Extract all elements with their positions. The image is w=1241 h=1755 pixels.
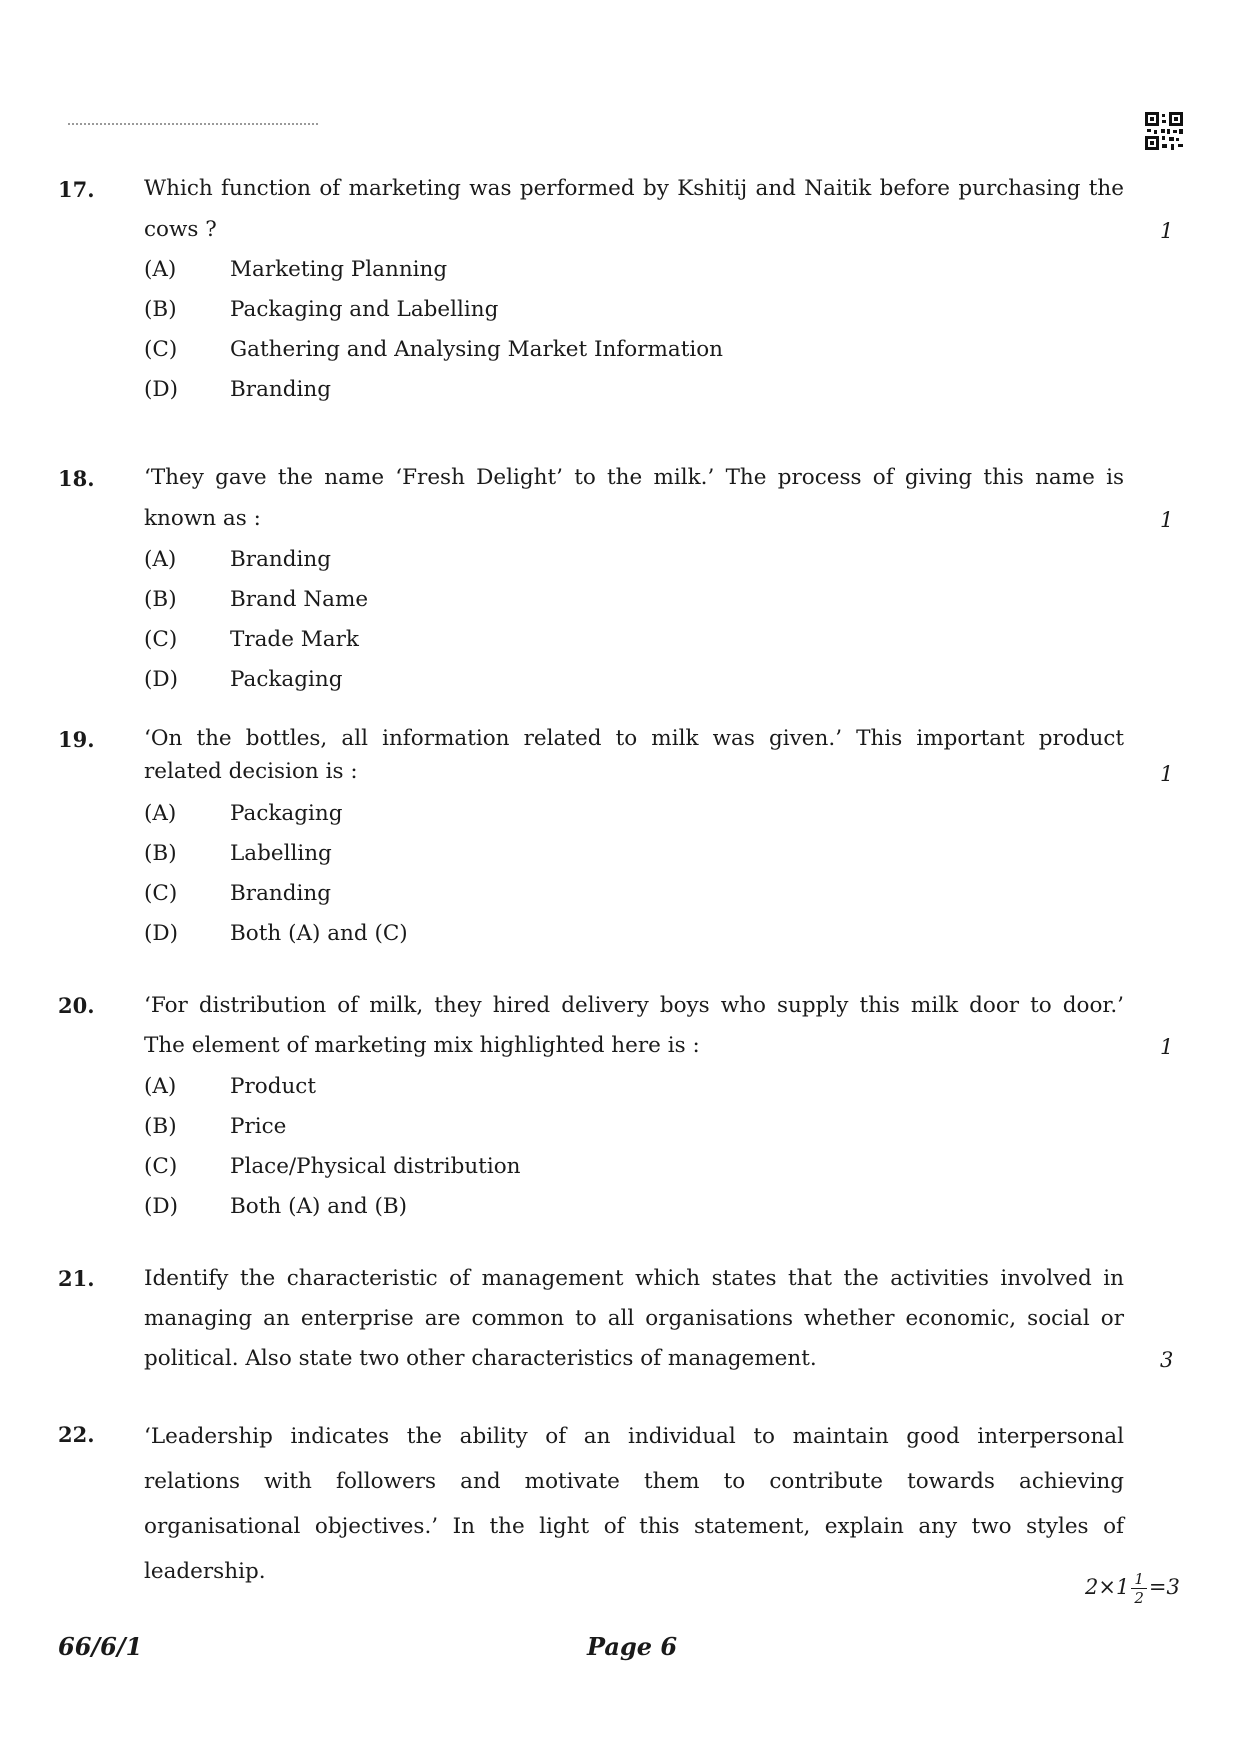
marks-prefix: 2×1: [1085, 1575, 1130, 1599]
question-18-marks: 1: [1160, 508, 1174, 532]
option: [144, 1114, 286, 1139]
question-21-number: 21.: [58, 1266, 95, 1291]
question-20-marks: 1: [1160, 1035, 1174, 1059]
option-label: (B): [144, 1114, 177, 1139]
question-line: ‘On the bottles, all information related to milk was given.’ This important product: [144, 726, 1124, 751]
option: [144, 1154, 521, 1179]
option-label: (C): [144, 627, 178, 652]
option-label: (A): [144, 801, 177, 826]
paper-code: 66/6/1: [58, 1632, 143, 1661]
page-number: Page 6: [587, 1632, 678, 1661]
question-line: Which function of marketing was performed by Kshitij and Naitik before purchasing the: [144, 176, 1124, 201]
question-line: ‘Leadership indicates the ability of an individual to maintain good interpersonal: [144, 1424, 1124, 1449]
option-label: (D): [144, 667, 179, 692]
option-label: (A): [144, 1074, 177, 1099]
marks-fraction: [1131, 1570, 1147, 1607]
option-label: (B): [144, 841, 177, 866]
option-label: (B): [144, 297, 177, 322]
fraction-numerator: 1: [1131, 1570, 1147, 1589]
question-17-number: 17.: [58, 177, 95, 202]
question-20-text: [144, 986, 1124, 1066]
question-19-text: [144, 722, 1124, 788]
qr-code-icon: [1145, 112, 1183, 150]
question-line: leadership.: [144, 1559, 266, 1584]
option-text: Labelling: [230, 841, 332, 866]
option-label: (D): [144, 377, 179, 402]
question-line: Identify the characteristic of management which states that the activities involved in: [144, 1266, 1124, 1291]
question-line: cows ?: [144, 217, 217, 242]
option: [144, 587, 368, 612]
question-line: ‘They gave the name ‘Fresh Delight’ to the milk.’ The process of giving this name is: [144, 465, 1124, 490]
option-text: Marketing Planning: [230, 257, 448, 282]
option-text: Both (A) and (B): [230, 1194, 408, 1219]
option-label: (A): [144, 547, 177, 572]
question-21-text: [144, 1259, 1124, 1379]
question-21-marks: 3: [1160, 1348, 1174, 1372]
header-rule: [68, 123, 318, 125]
option: [144, 841, 332, 866]
question-18-number: 18.: [58, 466, 95, 491]
question-19-number: 19.: [58, 727, 95, 752]
option-text: Branding: [230, 547, 331, 572]
option-label: (C): [144, 337, 178, 362]
option-label: (D): [144, 1194, 179, 1219]
question-line: relations with followers and motivate them to contribute towards achieving: [144, 1469, 1124, 1494]
option-label: (A): [144, 257, 177, 282]
question-19-marks: 1: [1160, 762, 1174, 786]
option-label: (C): [144, 881, 178, 906]
option: [144, 921, 408, 946]
option: [144, 547, 331, 572]
question-22-number: 22.: [58, 1422, 95, 1447]
question-line: political. Also state two other characteristics of management.: [144, 1346, 817, 1371]
option-text: Brand Name: [230, 587, 369, 612]
option: [144, 337, 723, 362]
question-17-marks: 1: [1160, 219, 1174, 243]
option-label: (B): [144, 587, 177, 612]
option-text: Price: [230, 1114, 287, 1139]
question-line: related decision is :: [144, 759, 358, 784]
question-line: managing an enterprise are common to all organisations whether economic, social or: [144, 1306, 1124, 1331]
option: [144, 377, 331, 402]
option: [144, 667, 342, 692]
question-20-number: 20.: [58, 993, 95, 1018]
option-label: (C): [144, 1154, 178, 1179]
option-text: Branding: [230, 377, 331, 402]
option: [144, 1074, 316, 1099]
option-text: Packaging and Labelling: [230, 297, 499, 322]
option: [144, 1194, 407, 1219]
marks-suffix: =3: [1148, 1575, 1180, 1599]
option-label: (D): [144, 921, 179, 946]
option: [144, 627, 359, 652]
option-text: Packaging: [230, 667, 343, 692]
option-text: Packaging: [230, 801, 343, 826]
question-22-marks: [1085, 1570, 1180, 1607]
option: [144, 297, 498, 322]
question-line: known as :: [144, 506, 261, 531]
option-text: Gathering and Analysing Market Information: [230, 337, 723, 362]
question-line: ‘For distribution of milk, they hired delivery boys who supply this milk door to door.’: [144, 993, 1124, 1018]
question-17-text: [144, 168, 1124, 250]
question-line: organisational objectives.’ In the light of this statement, explain any two styles of: [144, 1514, 1124, 1539]
option-text: Trade Mark: [230, 627, 359, 652]
option-text: Product: [230, 1074, 316, 1099]
question-22-text: [144, 1414, 1124, 1594]
option-text: Place/Physical distribution: [230, 1154, 521, 1179]
option: [144, 881, 331, 906]
question-18-text: [144, 457, 1124, 539]
option: [144, 257, 447, 282]
option-text: Branding: [230, 881, 331, 906]
fraction-denominator: 2: [1134, 1589, 1144, 1607]
question-line: The element of marketing mix highlighted here is :: [144, 1033, 700, 1058]
option-text: Both (A) and (C): [230, 921, 408, 946]
option: [144, 801, 342, 826]
